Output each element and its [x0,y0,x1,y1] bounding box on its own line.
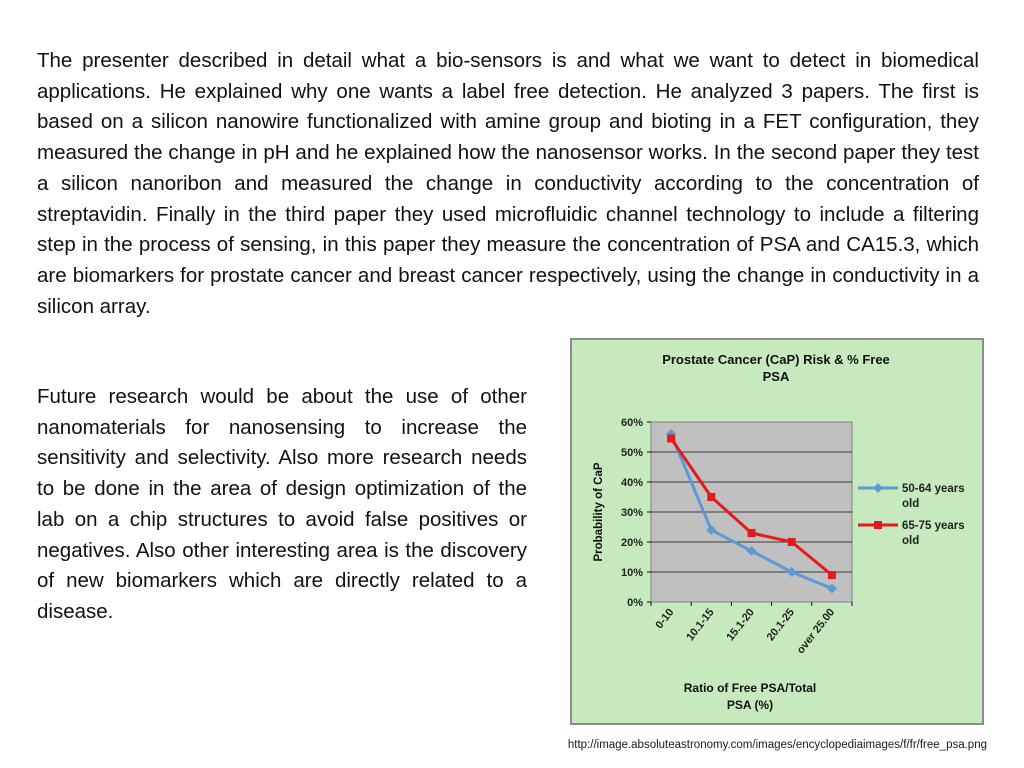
source-url: http://image.absoluteastronomy.com/images/encyclopediaimages/f/fr/free_psa.png [567,739,987,751]
y-tick-label: 30% [620,507,643,519]
y-tick-label: 10% [620,567,643,579]
legend-label: 65-75 years [902,520,965,532]
data-point [828,571,836,579]
y-tick-label: 20% [620,537,643,549]
x-tick-label: 10.1-15 [684,606,717,644]
x-tick-label: 0-10 [653,606,677,632]
data-point [748,529,756,537]
chart-title-line: PSA [762,369,790,384]
body-paragraph-2: Future research would be about the use of other nanomaterials for nanosensing to increase the sensitivity and selectivity. Also more research needs to be done in the area of design optimization of the lab on a chip structures to avoid false positives or negatives. Also other interesting area is the discovery of new biomarkers which are directly related to a disease. [37,385,527,623]
psa-chart [570,338,984,725]
x-axis-label-line: Ratio of Free PSA/Total [683,681,817,695]
legend-label: old [902,498,920,510]
y-tick-label: 60% [620,417,643,429]
body-paragraph-1: The presenter described in detail what a bio-sensors is and what we want to detect in biomedical applications. He explained why one wants a label free detection. He analyzed 3 papers. The first is based on a silicon nanowire functionalized with amine group and bioting in a FET configuration, they measured the change in pH and he explained how the nanosensor works. In the second paper they test a silicon nanoribon and measured the change in conductivity according to the concentration of streptavidin. Finally in the third paper they used microfluidic channel technology to include a filtering step in the process of sensing, in this paper they measure the concentration of PSA and CA15.3, which are biomarkers for prostate cancer and breast cancer respectively, using the change in conductivity in a silicon array. [37,49,979,318]
x-tick-label: over 25.00 [794,606,838,657]
data-point [667,435,675,443]
y-tick-label: 50% [620,447,643,459]
legend-label: old [902,535,920,547]
y-axis-label: Probability of CaP [593,462,605,562]
x-tick-label: 15.1-20 [724,606,757,644]
legend-marker [873,483,883,493]
chart-canvas [572,340,982,723]
legend-label: 50-64 years [902,483,965,495]
y-tick-label: 40% [620,477,643,489]
data-point [788,538,796,546]
y-tick-label: 0% [627,597,643,609]
legend-marker [874,521,882,529]
data-point [707,493,715,501]
x-axis-label-line: PSA (%) [726,698,774,712]
chart-title-line: Prostate Cancer (CaP) Risk & % Free [662,352,890,367]
x-tick-label: 20.1-25 [764,606,798,644]
